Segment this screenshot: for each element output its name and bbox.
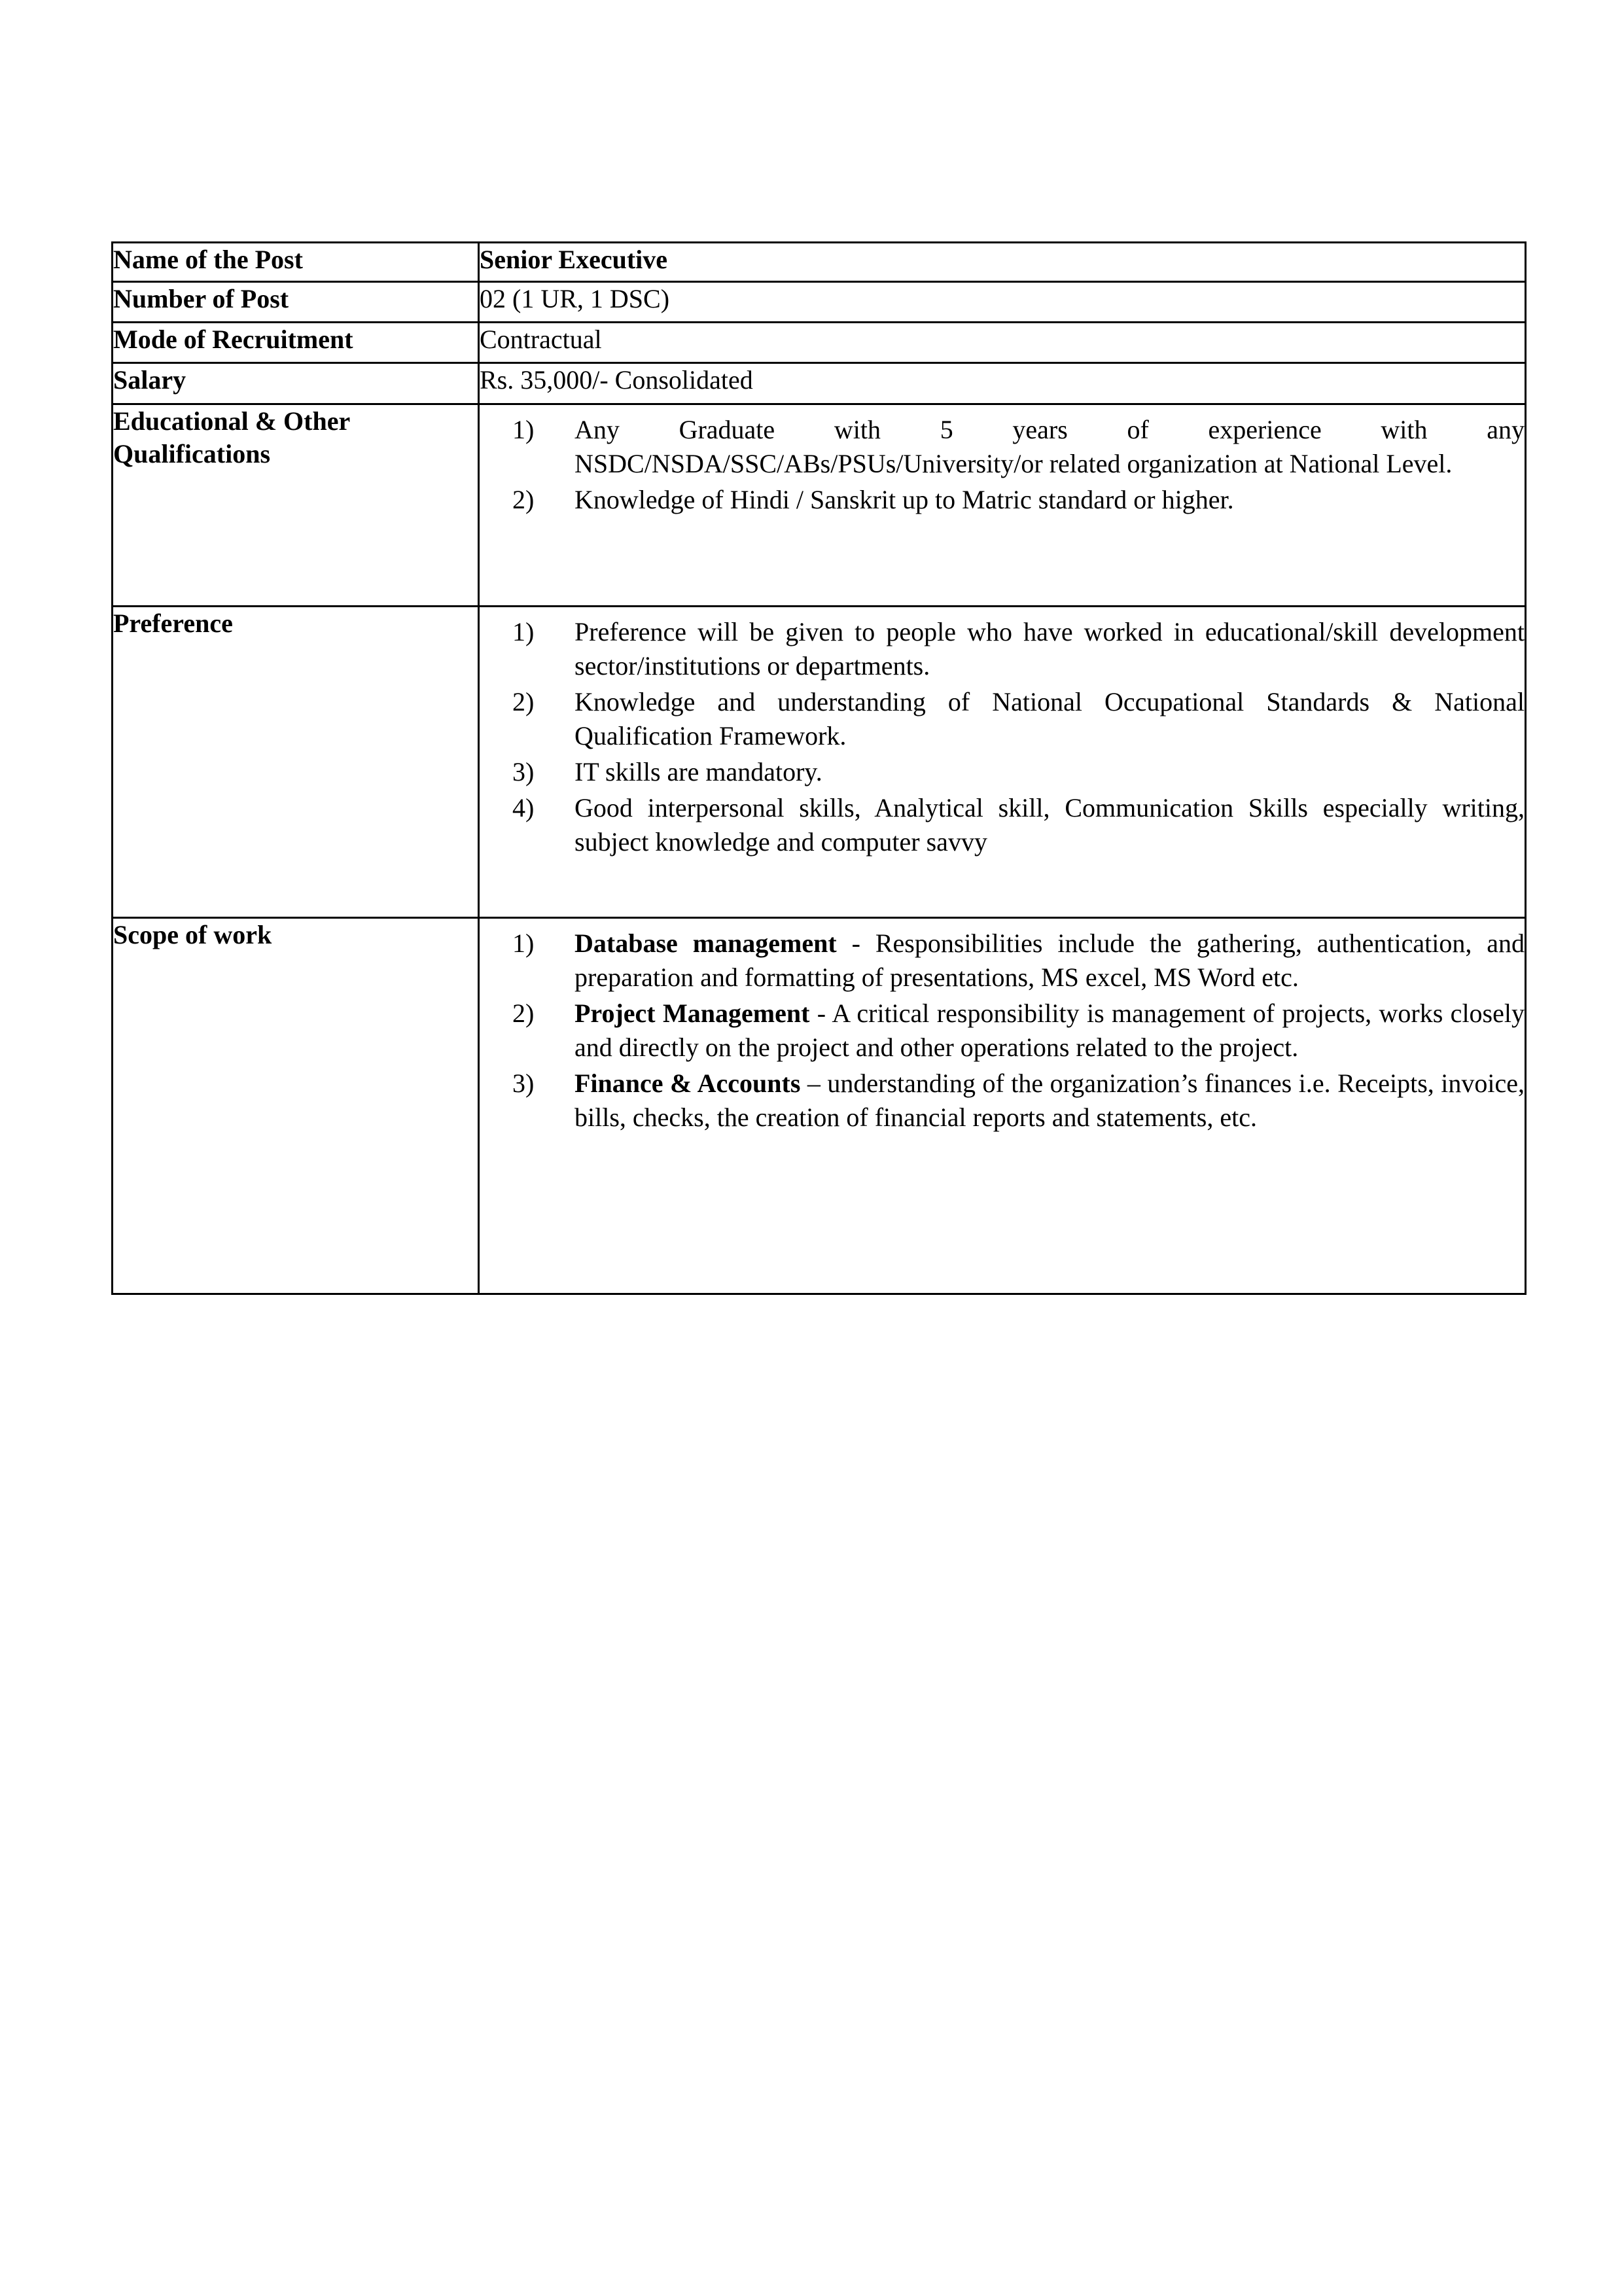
row-label: Name of the Post (113, 245, 303, 274)
item-lead: Project Management (574, 998, 810, 1028)
list-item (480, 791, 1525, 859)
item-number: 2) (512, 485, 535, 514)
row-value-cell (479, 607, 1526, 918)
item-number: 4) (512, 793, 535, 822)
table-row (113, 282, 1526, 323)
item-number: 3) (512, 1069, 535, 1098)
row-value-cell (479, 282, 1526, 323)
item-number: 1) (512, 415, 535, 444)
list-item (480, 413, 1525, 481)
item-separator: - (836, 928, 875, 958)
item-number: 1) (512, 928, 535, 958)
row-label: Preference (113, 609, 233, 638)
item-number: 2) (512, 687, 535, 716)
list-item (480, 615, 1525, 683)
table-row (113, 607, 1526, 918)
item-text: Preference will be given to people who have worked in educational/skill development sector/institutions or departments. (574, 617, 1525, 680)
row-value: Rs. 35,000/- Consolidated (480, 365, 753, 395)
row-label-cell (113, 282, 479, 323)
item-list (480, 927, 1525, 1135)
item-lead: Database management (574, 928, 837, 958)
item-text: IT skills are mandatory. (574, 757, 822, 786)
row-label: Scope of work (113, 920, 272, 949)
row-value-cell (479, 918, 1526, 1294)
item-separator: - (809, 998, 832, 1028)
item-text: understanding of the organization’s finances i.e. Receipts, invoice, bills, checks, the creation of financial reports and statements, etc. (574, 1069, 1525, 1132)
table-row (113, 243, 1526, 282)
row-label-cell (113, 404, 479, 607)
item-number: 1) (512, 617, 535, 646)
list-item (480, 755, 1525, 789)
row-value: 02 (1 UR, 1 DSC) (480, 284, 670, 313)
row-value-cell (479, 404, 1526, 607)
item-lead: Finance & Accounts (574, 1069, 801, 1098)
row-label: Number of Post (113, 284, 289, 313)
row-label-cell (113, 243, 479, 282)
row-value: Contractual (480, 325, 602, 354)
row-label-cell (113, 323, 479, 363)
list-item (480, 483, 1525, 517)
list-item (480, 997, 1525, 1065)
item-number: 3) (512, 757, 535, 786)
item-list (480, 615, 1525, 859)
row-value-cell (479, 363, 1526, 404)
post-details-table-body (113, 243, 1526, 1294)
list-item (480, 1067, 1525, 1135)
row-label: Salary (113, 365, 186, 395)
table-row (113, 404, 1526, 607)
item-text: A critical responsibility is management of projects, works closely and directly on the project and other operations related to the project. (574, 998, 1525, 1062)
post-details-table (111, 241, 1527, 1295)
row-value-cell (479, 243, 1526, 282)
row-label: Educational & Other Qualifications (113, 406, 350, 468)
table-row (113, 323, 1526, 363)
item-text: Good interpersonal skills, Analytical skill, Communication Skills especially writing, subject knowledge and computer savvy (574, 793, 1525, 857)
row-label: Mode of Recruitment (113, 325, 353, 354)
list-item (480, 927, 1525, 995)
item-list (480, 413, 1525, 517)
row-value: Senior Executive (480, 245, 668, 274)
item-text: Knowledge and understanding of National Occupational Standards & National Qualification Framework. (574, 687, 1525, 751)
row-value-cell (479, 323, 1526, 363)
item-text: Responsibilities include the gathering, authentication, and preparation and formatting of presentations, MS excel, MS Word etc. (574, 928, 1525, 992)
item-text: Knowledge of Hindi / Sanskrit up to Matric standard or higher. (574, 485, 1234, 514)
item-separator: – (800, 1069, 828, 1098)
item-text: Any Graduate with 5 years of experience with any NSDC/NSDA/SSC/ABs/PSUs/University/or related organization at National Level. (574, 415, 1525, 478)
table-row (113, 363, 1526, 404)
row-label-cell (113, 363, 479, 404)
row-label-cell (113, 918, 479, 1294)
item-number: 2) (512, 998, 535, 1028)
row-label-cell (113, 607, 479, 918)
table-row (113, 918, 1526, 1294)
list-item (480, 685, 1525, 753)
